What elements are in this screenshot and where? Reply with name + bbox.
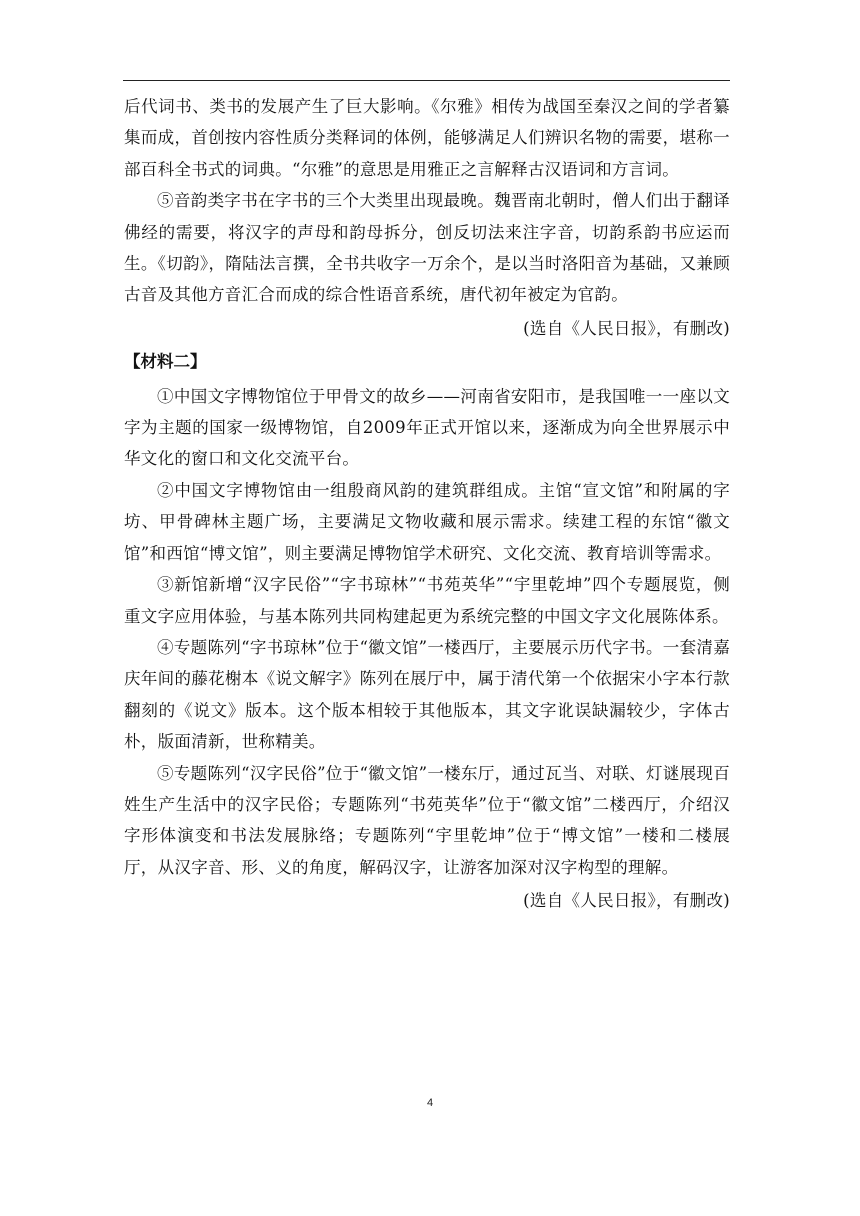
header-rule [123, 80, 730, 81]
material-2-paragraph-4: ④专题陈列“字书琼林”位于“徽文馆”一楼西厅，主要展示历代字书。一套清嘉庆年间的藤花榭本《说文解字》陈列在展厅中，属于清代第一个依据宋小字本行款翻刻的《说文》版本。这个版本相较于其他版本，其文字讹误缺漏较少，字体古朴，版面清新，世称精美。 [124, 637, 730, 752]
paragraph-5-phonology: ⑤音韵类字书在字书的三个大类里出现最晚。魏晋南北朝时，僧人们出于翻译佛经的需要，将汉字的声母和韵母拆分，创反切法来注字音，切韵系韵书应运而生。《切韵》，隋陆法言撰，全书共收字一万余个，是以当时洛阳音为基础，又兼顾古音及其他方音汇合而成的综合性语音系统，唐代初年被定为官韵。 [124, 191, 730, 305]
page-number: 4 [426, 1097, 434, 1109]
material-2-paragraph-5: ⑤专题陈列“汉字民俗”位于“徽文馆”一楼东厅，通过瓦当、对联、灯谜展现百姓生产生活中的汉字民俗；专题陈列“书苑英华”位于“徽文馆”二楼西厅，介绍汉字形体演变和书法发展脉络；专题陈列“宇里乾坤”位于“博文馆”一楼和二楼展厅，从汉字音、形、义的角度，解码汉字，让游客加深对汉字构型的理解。 [124, 763, 730, 877]
document-body [124, 91, 730, 919]
material-2-paragraph-3: ③新馆新增“汉字民俗”“字书琼林”“书苑英华”“宇里乾坤”四个专题展览，侧重文字应用体验，与基本陈列共同构建起更为系统完整的中国文字文化展陈体系。 [124, 575, 730, 626]
material-2-paragraph-2: ②中国文字博物馆由一组殷商风韵的建筑群组成。主馆“宣文馆”和附属的字坊、甲骨碑林主题广场，主要满足文物收藏和展示需求。续建工程的东馆“徽文馆”和西馆“博文馆”，则主要满足博物馆学术研究、文化交流、教育培训等需求。 [124, 480, 730, 563]
material-2-paragraph-1: ①中国文字博物馆位于甲骨文的故乡——河南省安阳市，是我国唯一一座以文字为主题的国家一级博物馆，自2009年正式开馆以来，逐渐成为向全世界展示中华文化的窗口和文化交流平台。 [124, 386, 730, 469]
source-citation-2: (选自《人民日报》，有删改) [523, 891, 730, 911]
source-citation-1: (选自《人民日报》，有删改) [523, 318, 730, 338]
paragraph-continued: 后代词书、类书的发展产生了巨大影响。《尔雅》相传为战国至秦汉之间的学者纂集而成，首创按内容性质分类释词的体例，能够满足人们辨识名物的需要，堪称一部百科全书式的词典。“尔雅”的意思是用雅正之言解释古汉语词和方言词。 [124, 97, 730, 179]
section-heading-material-2: 【材料二】 [124, 352, 207, 372]
